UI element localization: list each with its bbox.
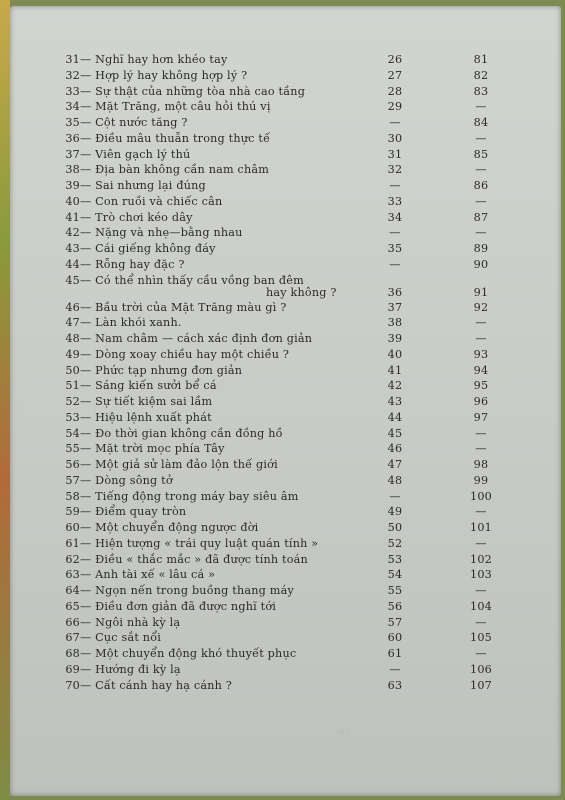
- answer-page: 86: [473, 179, 489, 192]
- question-page: 33: [387, 194, 403, 208]
- question-page: 46: [387, 442, 403, 456]
- toc-entry: [58, 195, 510, 211]
- question-page: 40: [387, 347, 403, 361]
- answer-page: —: [475, 131, 487, 145]
- toc-entry: [58, 364, 510, 380]
- toc-entry: [58, 584, 510, 600]
- toc-entry: [58, 274, 510, 301]
- entry-number: 31: [65, 53, 80, 66]
- answer-page: 94: [473, 363, 489, 377]
- question-page: 60: [387, 631, 403, 645]
- answer-page: —: [475, 426, 487, 440]
- entry-number: 53: [65, 410, 80, 424]
- question-page: 45: [387, 426, 403, 440]
- entry-title: — Hiệu lệnh xuất phát: [80, 410, 212, 424]
- question-page: —: [389, 226, 401, 240]
- answer-page: 90: [473, 257, 489, 271]
- question-page: 56: [387, 599, 403, 613]
- toc-entry: [58, 616, 510, 632]
- entry-title: — Sáng kiến sưởi bể cá: [80, 379, 217, 393]
- answer-page: 83: [473, 84, 489, 98]
- entry-number: 65: [65, 599, 80, 613]
- entry-title: — Điều « thắc mắc » đã được tính toán: [80, 552, 308, 566]
- toc-entry: [58, 301, 510, 317]
- entry-number: 69: [65, 662, 80, 676]
- entry-title-continued: hay không ?: [266, 285, 337, 299]
- answer-page: 95: [473, 379, 489, 393]
- toc-entry: [58, 663, 510, 679]
- question-page: 28: [387, 84, 403, 98]
- answer-page: 101: [470, 521, 492, 534]
- entry-number: 49: [65, 347, 80, 361]
- entry-number: 70: [65, 678, 80, 692]
- question-page: —: [389, 662, 401, 676]
- toc-entry: [58, 316, 510, 332]
- answer-page: —: [475, 226, 487, 240]
- answer-page: 106: [470, 662, 492, 676]
- entry-title: — Một chuyển động khó thuyết phục: [80, 647, 297, 660]
- question-page: 43: [387, 395, 403, 408]
- entry-title: — Mặt trời mọc phía Tây: [80, 442, 225, 456]
- entry-title: — Ngọn nến trong buồng thang máy: [80, 584, 294, 597]
- entry-number: 50: [65, 363, 80, 377]
- answer-page: 89: [473, 242, 489, 255]
- entry-title: — Viên gạch lý thú: [80, 147, 191, 161]
- answer-page: 102: [470, 552, 492, 566]
- entry-title: — Điều mâu thuẫn trong thực tế: [80, 131, 271, 145]
- question-page: 48: [387, 473, 403, 487]
- entry-title: — Cột nước tăng ?: [80, 116, 188, 129]
- entry-title: — Có thể nhìn thấy cầu vồng ban đêm: [80, 273, 304, 287]
- toc-entry: [58, 490, 510, 506]
- entry-number: 59: [65, 505, 80, 519]
- entry-number: 35: [65, 116, 80, 129]
- question-page: 29: [387, 100, 403, 114]
- question-page: —: [389, 179, 401, 192]
- answer-page: 82: [473, 68, 489, 82]
- question-page: 55: [387, 584, 403, 597]
- toc-entry: [58, 379, 510, 395]
- answer-page: 107: [470, 678, 492, 692]
- entry-title: — Nặng và nhẹ—bằng nhau: [80, 226, 243, 240]
- answer-page: 98: [473, 458, 489, 471]
- entry-title: — Địa bàn không cần nam châm: [80, 163, 270, 177]
- question-page: 38: [387, 316, 403, 330]
- question-page: 47: [387, 458, 403, 471]
- answer-page: 100: [470, 489, 492, 503]
- toc-entry: [58, 163, 510, 179]
- question-page: 61: [387, 647, 403, 660]
- toc-entry: [58, 537, 510, 553]
- answer-page: 87: [473, 210, 489, 224]
- toc-entry: [58, 211, 510, 227]
- entry-title: — Hiện tượng « trái quy luật quán tính »: [80, 536, 319, 550]
- entry-title: — Cất cánh hay hạ cánh ?: [80, 678, 232, 692]
- question-page: —: [389, 257, 401, 271]
- question-page: 26: [387, 53, 403, 66]
- entry-number: 56: [65, 458, 80, 471]
- entry-number: 45: [65, 273, 80, 287]
- question-page: 57: [387, 615, 403, 629]
- toc-entry: [58, 258, 510, 274]
- entry-number: 41: [65, 210, 80, 224]
- answer-page: 91: [473, 285, 489, 299]
- toc-entry: [58, 100, 510, 116]
- question-page: 27: [387, 68, 403, 82]
- entry-number: 36: [65, 131, 80, 145]
- question-page: 49: [387, 505, 403, 519]
- toc-entry: [58, 411, 510, 427]
- question-page: 54: [387, 568, 403, 582]
- entry-title: — Anh tài xế « lâu cá »: [80, 568, 216, 582]
- question-page: 39: [387, 332, 403, 345]
- toc-entry: [58, 631, 510, 647]
- entry-title: — Nam châm — cách xác định đơn giản: [80, 332, 313, 345]
- entry-title: — Cái giếng không đáy: [80, 242, 216, 255]
- entry-number: 55: [65, 442, 80, 456]
- entry-number: 63: [65, 568, 80, 582]
- toc-entry: [58, 568, 510, 584]
- question-page: 32: [387, 163, 403, 177]
- toc-entry: [58, 442, 510, 458]
- entry-title: — Điều đơn giản đã được nghĩ tới: [80, 599, 277, 613]
- entry-title: — Con ruồi và chiếc cân: [80, 194, 223, 208]
- entry-number: 68: [65, 647, 80, 660]
- entry-title: — Ngôi nhà kỳ lạ: [80, 615, 181, 629]
- question-page: 37: [387, 300, 403, 314]
- entry-number: 43: [65, 242, 80, 255]
- answer-page: 84: [473, 116, 489, 129]
- entry-number: 62: [65, 552, 80, 566]
- entry-number: 61: [65, 536, 80, 550]
- entry-number: 37: [65, 147, 80, 161]
- entry-number: 52: [65, 395, 80, 408]
- answer-page: 104: [470, 599, 492, 613]
- answer-page: 81: [473, 53, 489, 66]
- entry-title: — Sự thật của những tòa nhà cao tầng: [80, 84, 306, 98]
- entry-number: 47: [65, 316, 80, 330]
- answer-page: —: [475, 584, 487, 597]
- entry-number: 42: [65, 226, 80, 240]
- answer-page: 93: [473, 347, 489, 361]
- toc-entry: [58, 679, 510, 695]
- entry-title: — Mặt Trăng, một câu hỏi thú vị: [80, 100, 271, 114]
- question-page: 52: [387, 536, 403, 550]
- entry-title: — Nghĩ hay hơn khéo tay: [80, 53, 228, 66]
- answer-page: 96: [473, 395, 489, 408]
- answer-page: 103: [470, 568, 492, 582]
- entry-number: 32: [65, 68, 80, 82]
- toc-entry: [58, 53, 510, 69]
- entry-number: 51: [65, 379, 80, 393]
- toc-entry: [58, 85, 510, 101]
- toc-entry: [58, 348, 510, 364]
- toc-entry: [58, 332, 510, 348]
- question-page: 44: [387, 410, 403, 424]
- entry-title: — Bầu trời của Mặt Trăng màu gì ?: [80, 300, 287, 314]
- question-page: 42: [387, 379, 403, 393]
- toc-entry: [58, 521, 510, 537]
- entry-title: — Làn khói xanh.: [80, 316, 182, 330]
- answer-page: —: [475, 615, 487, 629]
- answer-page: 105: [470, 631, 492, 645]
- book-page: [10, 6, 561, 796]
- entry-number: 54: [65, 426, 80, 440]
- question-page: —: [389, 489, 401, 503]
- entry-title: — Cục sắt nổi: [80, 631, 162, 645]
- answer-page: —: [475, 194, 487, 208]
- entry-title: — Hướng đi kỳ lạ: [80, 662, 181, 676]
- entry-title: — Tiếng động trong máy bay siêu âm: [80, 489, 299, 503]
- entry-number: 64: [65, 584, 80, 597]
- entry-number: 67: [65, 631, 80, 645]
- entry-number: 40: [65, 194, 80, 208]
- toc-entry: [58, 179, 510, 195]
- entry-number: 48: [65, 332, 80, 345]
- answer-page: 99: [473, 473, 489, 487]
- toc-entry: [58, 132, 510, 148]
- question-page: 35: [387, 242, 403, 255]
- entry-number: 46: [65, 300, 80, 314]
- entry-number: 33: [65, 84, 80, 98]
- toc-entry: [58, 395, 510, 411]
- entry-title: — Đo thời gian không cần đồng hồ: [80, 426, 283, 440]
- entry-title: — Phức tạp nhưng đơn giản: [80, 363, 243, 377]
- toc-entry: [58, 226, 510, 242]
- question-page: 41: [387, 363, 403, 377]
- entry-title: — Sai nhưng lại đúng: [80, 179, 206, 192]
- entry-number: 60: [65, 521, 80, 534]
- answer-page: 92: [473, 300, 489, 314]
- toc-entry: [58, 647, 510, 663]
- entry-number: 39: [65, 179, 80, 192]
- answer-page: 97: [473, 410, 489, 424]
- toc-entry: [58, 600, 510, 616]
- toc-entry: [58, 116, 510, 132]
- question-page: 34: [387, 210, 403, 224]
- question-page: 53: [387, 552, 403, 566]
- answer-page: —: [475, 100, 487, 114]
- entry-number: 44: [65, 257, 80, 271]
- question-page: 50: [387, 521, 403, 534]
- toc-entry: [58, 458, 510, 474]
- answer-page: —: [475, 332, 487, 345]
- entry-title: — Một chuyển động ngược đời: [80, 521, 259, 534]
- entry-number: 38: [65, 163, 80, 177]
- question-page: 36: [387, 285, 403, 299]
- answer-page: 85: [473, 147, 489, 161]
- entry-title: — Một giả sử làm đảo lộn thế giới: [80, 458, 278, 471]
- entry-number: 66: [65, 615, 80, 629]
- question-page: —: [389, 116, 401, 129]
- toc-entry: [58, 553, 510, 569]
- answer-page: —: [475, 536, 487, 550]
- entry-number: 57: [65, 473, 80, 487]
- answer-page: —: [475, 505, 487, 519]
- page-number: 93: [338, 729, 351, 740]
- toc-entry: [58, 427, 510, 443]
- book-edge-strip: [0, 0, 10, 800]
- entry-title: — Dòng xoay chiều hay một chiều ?: [80, 347, 290, 361]
- question-page: 30: [387, 131, 403, 145]
- toc-entry: [58, 148, 510, 164]
- entry-title: — Dòng sông tở: [80, 473, 173, 487]
- entry-number: 58: [65, 489, 80, 503]
- answer-page: —: [475, 442, 487, 456]
- entry-title: — Rỗng hay đặc ?: [80, 257, 185, 271]
- question-page: 31: [387, 147, 403, 161]
- table-of-contents: [58, 53, 510, 694]
- answer-page: —: [475, 316, 487, 330]
- toc-entry: [58, 505, 510, 521]
- answer-page: —: [475, 163, 487, 177]
- toc-entry: [58, 474, 510, 490]
- entry-number: 34: [65, 100, 80, 114]
- entry-title: — Sự tiết kiệm sai lầm: [80, 395, 213, 408]
- entry-title: — Trò chơi kéo dây: [80, 210, 193, 224]
- toc-entry: [58, 69, 510, 85]
- entry-title: — Điểm quay tròn: [80, 505, 187, 519]
- toc-entry: [58, 242, 510, 258]
- answer-page: —: [475, 647, 487, 660]
- entry-title: — Hợp lý hay không hợp lý ?: [80, 68, 248, 82]
- question-page: 63: [387, 678, 403, 692]
